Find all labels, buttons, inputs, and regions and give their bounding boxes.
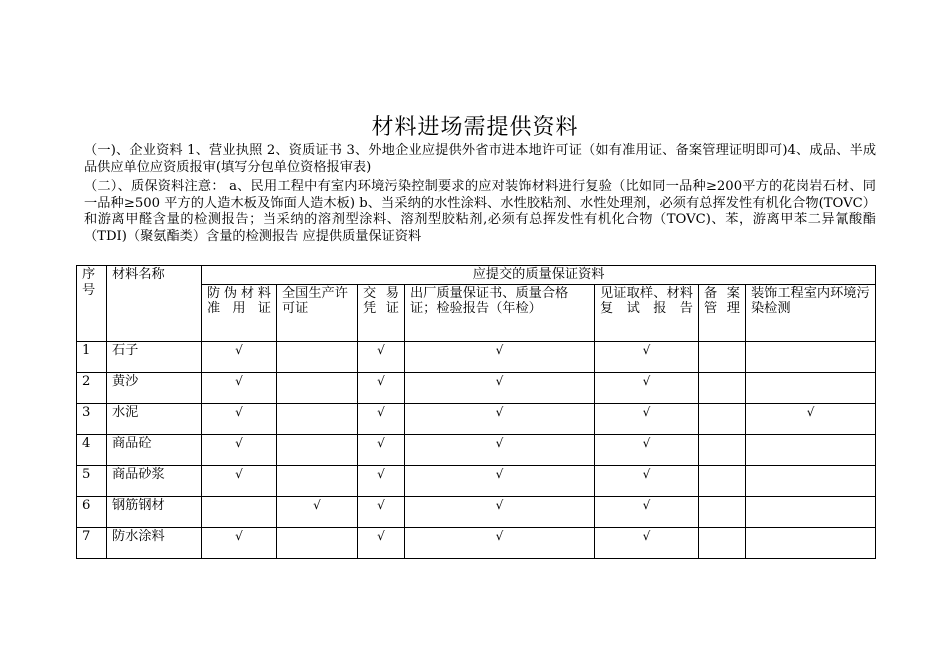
- row-number: 6: [77, 496, 107, 527]
- material-name: 黄沙: [107, 372, 202, 403]
- check-cell: [595, 372, 699, 403]
- check-cell: [405, 527, 595, 558]
- check-mark-icon: √: [495, 435, 504, 450]
- check-cell: [277, 434, 358, 465]
- materials-table: [76, 265, 876, 559]
- check-cell: [405, 496, 595, 527]
- check-mark-icon: √: [495, 342, 504, 357]
- check-cell: [202, 527, 277, 558]
- check-mark-icon: √: [642, 373, 651, 388]
- check-cell: [746, 403, 876, 434]
- check-cell: [595, 496, 699, 527]
- check-mark-icon: √: [495, 404, 504, 419]
- document-title: 材料进场需提供资料: [371, 115, 579, 140]
- subheader-anti-counterfeit: 防伪材料准用证: [202, 284, 277, 341]
- check-mark-icon: √: [377, 404, 385, 419]
- check-cell: [277, 372, 358, 403]
- header-no: 序号: [77, 266, 107, 342]
- check-cell: [277, 465, 358, 496]
- check-cell: [746, 465, 876, 496]
- table-row: [77, 465, 876, 496]
- subheader-pollution-testing: 装饰工程室内环境污染检测: [746, 284, 876, 341]
- check-cell: [358, 341, 405, 372]
- check-cell: [405, 465, 595, 496]
- quality-docs-paragraph: （二）、质保资料注意： a、民用工程中有室内环境污染控制要求的应对装饰材料进行复验（比如同一品种≥200平方的花岗岩石材、同一品种≥500 平方的人造木板及饰面人造木板) b、当采纳的水性涂料、水性胶粘剂、水性处理剂，必须有总挥发性有机化合物(TOVC）和游离甲醛含量的检测报告；当采纳的溶剂型涂料、溶剂型胶粘剂,必须有总挥发性有机化合物（TOVC)、苯，游离甲苯二异氰酸酯（TDI)（聚氨酯类）含量的检测报告 应提供质量保证资料: [84, 179, 876, 244]
- check-mark-icon: √: [235, 435, 243, 450]
- check-cell: [746, 496, 876, 527]
- check-cell: [358, 465, 405, 496]
- material-name: 防水涂料: [107, 527, 202, 558]
- row-number: 1: [77, 341, 107, 372]
- check-mark-icon: √: [235, 404, 243, 419]
- check-cell: [202, 403, 277, 434]
- check-cell: [277, 403, 358, 434]
- check-cell: [277, 496, 358, 527]
- check-cell: [358, 434, 405, 465]
- subheader-transaction-voucher: 交易凭证: [358, 284, 405, 341]
- check-cell: [358, 403, 405, 434]
- check-cell: [699, 496, 746, 527]
- check-cell: [405, 341, 595, 372]
- check-cell: [746, 434, 876, 465]
- material-name: 商品砂浆: [107, 465, 202, 496]
- check-mark-icon: √: [235, 342, 243, 357]
- table-row: [77, 434, 876, 465]
- check-mark-icon: √: [377, 466, 385, 481]
- check-mark-icon: √: [495, 466, 504, 481]
- check-mark-icon: √: [806, 404, 815, 419]
- check-cell: [405, 434, 595, 465]
- check-cell: [202, 496, 277, 527]
- check-cell: [277, 527, 358, 558]
- material-name: 石子: [107, 341, 202, 372]
- row-number: 5: [77, 465, 107, 496]
- check-cell: [699, 465, 746, 496]
- table-header-row: [77, 266, 876, 285]
- check-cell: [746, 341, 876, 372]
- table-row: [77, 372, 876, 403]
- check-cell: [699, 372, 746, 403]
- check-mark-icon: √: [377, 435, 385, 450]
- check-mark-icon: √: [235, 373, 243, 388]
- table-row: [77, 341, 876, 372]
- row-number: 3: [77, 403, 107, 434]
- row-number: 2: [77, 372, 107, 403]
- table-row: [77, 527, 876, 558]
- subheader-filing-management: 备案管理: [699, 284, 746, 341]
- check-cell: [595, 527, 699, 558]
- check-cell: [202, 372, 277, 403]
- check-cell: [699, 403, 746, 434]
- material-name: 商品砼: [107, 434, 202, 465]
- check-mark-icon: √: [235, 466, 243, 481]
- check-cell: [202, 341, 277, 372]
- check-cell: [699, 527, 746, 558]
- enterprise-docs-paragraph: （一)、企业资料 1、营业执照 2、资质证书 3、外地企业应提供外省市进本地许可证（如有准用证、备案管理证明即可)4、成品、半成品供应单位应资质报审(填写分包单位资格报审表): [84, 143, 876, 175]
- check-cell: [358, 527, 405, 558]
- table-row: [77, 496, 876, 527]
- row-number: 4: [77, 434, 107, 465]
- check-mark-icon: √: [377, 373, 385, 388]
- table-body: [77, 341, 876, 558]
- check-mark-icon: √: [642, 497, 651, 512]
- row-number: 7: [77, 527, 107, 558]
- check-mark-icon: √: [377, 528, 385, 543]
- header-group: 应提交的质量保证资料: [202, 266, 876, 285]
- check-cell: [277, 341, 358, 372]
- check-mark-icon: √: [642, 466, 651, 481]
- check-cell: [358, 372, 405, 403]
- header-material-name: 材料名称: [107, 266, 202, 342]
- subheader-production-license: 全国生产许可证: [277, 284, 358, 341]
- check-cell: [595, 434, 699, 465]
- check-cell: [595, 341, 699, 372]
- check-cell: [358, 496, 405, 527]
- check-mark-icon: √: [642, 404, 651, 419]
- subheader-witness-sampling: 见证取样、材料复试报告: [595, 284, 699, 341]
- check-mark-icon: √: [642, 435, 651, 450]
- check-mark-icon: √: [642, 342, 651, 357]
- check-cell: [595, 403, 699, 434]
- check-cell: [699, 341, 746, 372]
- check-mark-icon: √: [495, 528, 504, 543]
- table-row: [77, 403, 876, 434]
- check-mark-icon: √: [495, 497, 504, 512]
- check-mark-icon: √: [495, 373, 504, 388]
- material-name: 水泥: [107, 403, 202, 434]
- material-name: 钢筋钢材: [107, 496, 202, 527]
- check-cell: [202, 434, 277, 465]
- check-mark-icon: √: [377, 342, 385, 357]
- check-cell: [405, 403, 595, 434]
- check-cell: [746, 527, 876, 558]
- check-cell: [202, 465, 277, 496]
- check-mark-icon: √: [235, 528, 243, 543]
- check-cell: [595, 465, 699, 496]
- check-cell: [699, 434, 746, 465]
- check-mark-icon: √: [642, 528, 651, 543]
- check-mark-icon: √: [313, 497, 321, 512]
- check-mark-icon: √: [377, 497, 385, 512]
- check-cell: [746, 372, 876, 403]
- subheader-factory-certificate: 出厂质量保证书、质量合格证；检验报告（年检）: [405, 284, 595, 341]
- check-cell: [405, 372, 595, 403]
